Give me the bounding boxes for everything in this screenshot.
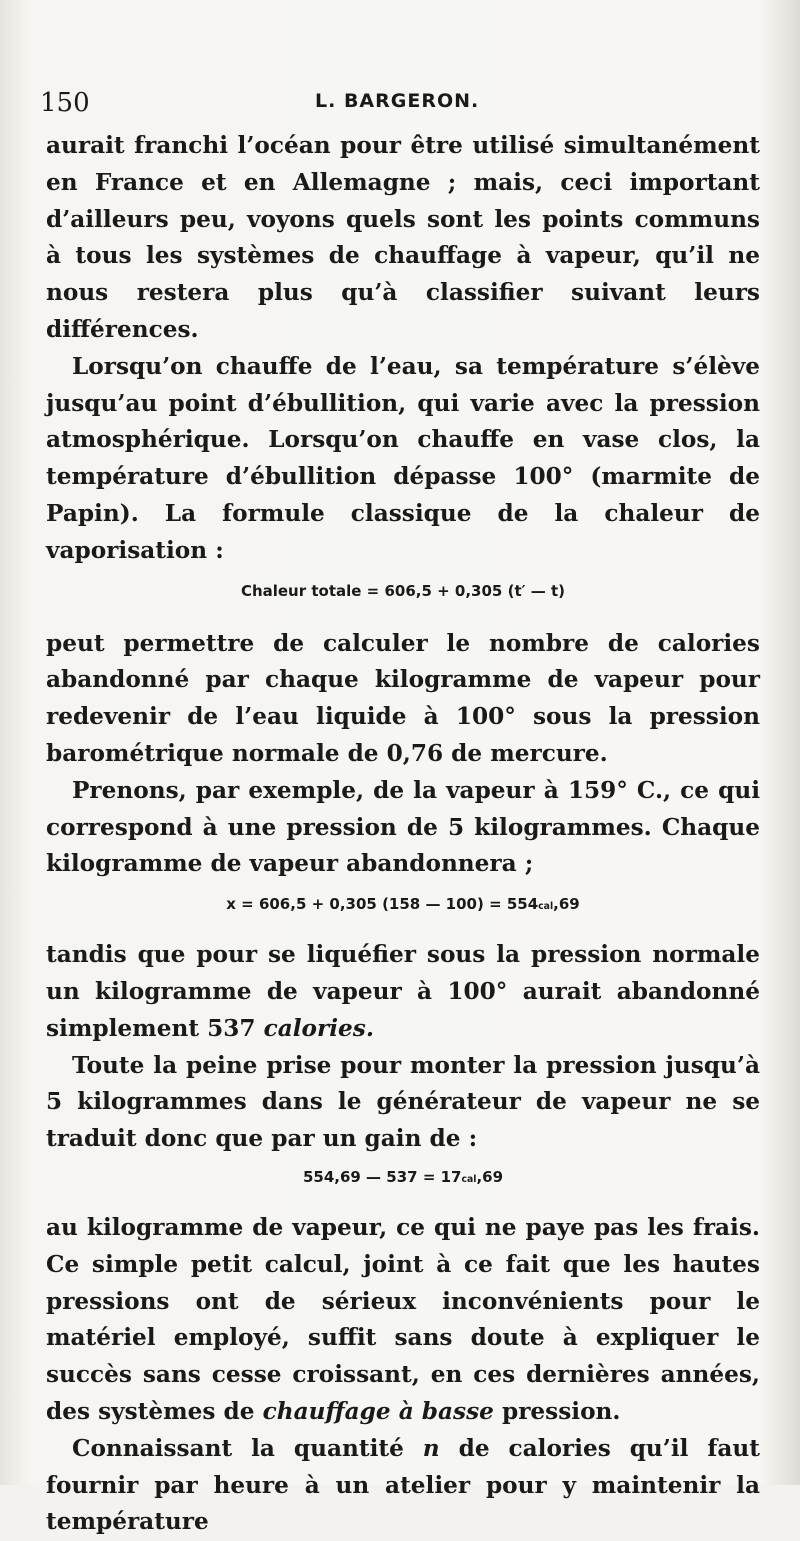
formula2-end: ,69: [553, 895, 580, 914]
paragraph-4: Prenons, par exemple, de la vapeur à 159° C., ce qui correspond à une pression de 5 kilogrammes. Chaque kilogramme de vapeur abandonnera ;: [46, 776, 760, 878]
formula3-end: ,69: [476, 1167, 504, 1186]
formula3-unit: cal: [461, 1173, 477, 1185]
paragraph-8-text-a: Connaissant la quantité: [72, 1434, 423, 1462]
running-head: L. BARGERON.: [315, 90, 480, 112]
formula2-unit: cal: [538, 901, 554, 913]
paragraph-5-text: tandis que pour se liquéfier sous la pression normale un kilogramme de vapeur à 100° aurait abandonné simplement 537: [46, 941, 760, 1042]
paragraph-7-italic: chauffage à basse: [262, 1397, 494, 1425]
paragraph-8-text-b: de calories qu’il faut fournir par heure à un atelier pour y maintenir la température: [46, 1434, 760, 1536]
paragraph-7-text: au kilogramme de vapeur, ce qui ne paye pas les frais. Ce simple petit calcul, joint à ce fait que les hautes pressions ont de sérieux inconvénients pour le matériel employé, suffit sans doute à expliquer le succès sans cesse croissant, en ces dernières années, des systèmes de: [46, 1213, 760, 1425]
paragraph-1: aurait franchi l’océan pour être utilisé simultanément en France et en Allemagne ; mais, ceci important d’ailleurs peu, voyons quels sont les points communs à tous les systèmes de chauffage à vapeur, qu’il ne nous restera plus qu’à classifier suivant leurs différences.: [46, 132, 760, 343]
formula-heat-of-vaporization: Chaleur totale = 606,5 + 0,305 (t′ — t): [240, 581, 566, 600]
paragraph-3: peut permettre de calculer le nombre de calories abandonné par chaque kilogramme de vapeur pour redevenir de l’eau liquide à 100° sous la pression barométrique normale de 0,76 de mercure.: [46, 629, 760, 767]
paragraph-5-italic: calories.: [263, 1014, 374, 1042]
formula3-main: 554,69 — 537 = 17: [302, 1167, 462, 1186]
paragraph-7: [46, 1210, 760, 1431]
page-body: [46, 128, 760, 1541]
paragraph-8-italic: n: [422, 1434, 440, 1462]
page-header: [40, 88, 760, 122]
paragraph-5: [46, 937, 760, 1047]
paragraph-2: Lorsqu’on chauffe de l’eau, sa température s’élève jusqu’au point d’ébullition, qui varie avec la pression atmosphérique. Lorsqu’on chauffe en vase clos, la température d’ébullition dépasse 100° (marmite de Papin). La formule classique de la chaleur de vaporisation :: [46, 352, 760, 564]
formula-heat-released: [46, 893, 760, 915]
formula2-main: x = 606,5 + 0,305 (158 — 100) = 554: [226, 895, 539, 914]
paragraph-6: Toute la peine prise pour monter la pression jusqu’à 5 kilogrammes dans le générateur de vapeur ne se traduit donc que par un gain de :: [46, 1051, 760, 1153]
paragraph-8: [46, 1431, 760, 1541]
formula-gain: [46, 1166, 760, 1188]
page-number: 150: [40, 88, 90, 118]
paragraph-7-end: pression.: [493, 1397, 621, 1425]
